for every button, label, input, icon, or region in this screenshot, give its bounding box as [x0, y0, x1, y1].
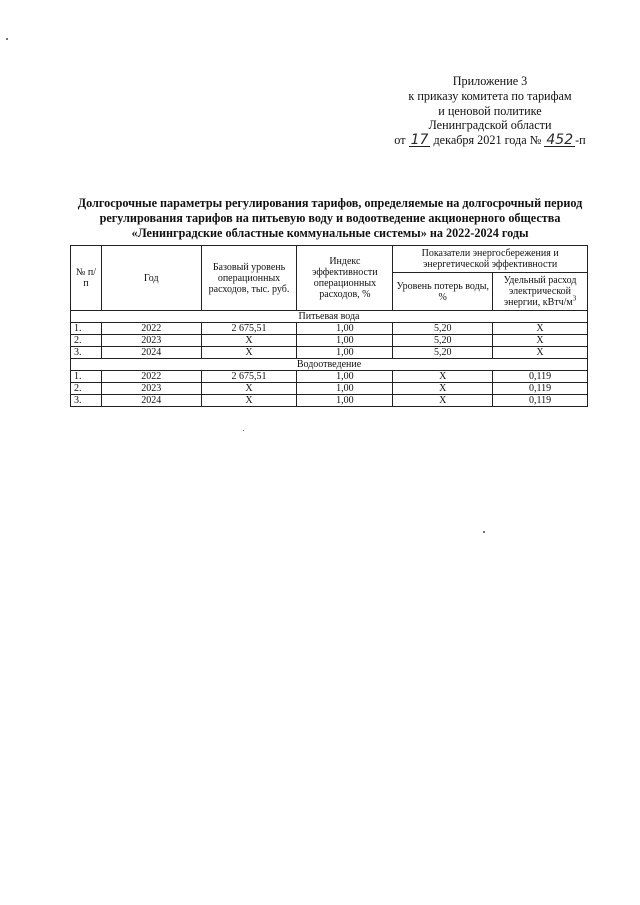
handwritten-order-number: 452: [546, 132, 574, 149]
cell-base: X: [201, 383, 297, 395]
cell-num: 3.: [71, 347, 102, 359]
appendix-line-1: Приложение 3: [452, 74, 528, 88]
cell-index: 1,00: [297, 371, 393, 383]
cell-loss: 5,20: [393, 323, 493, 335]
section-title-wastewater: Водоотведение: [71, 359, 588, 371]
cell-loss: X: [393, 371, 493, 383]
cell-loss: 5,20: [393, 335, 493, 347]
cell-index: 1,00: [297, 347, 393, 359]
cell-energy: 0,119: [493, 395, 588, 407]
cell-loss: X: [393, 383, 493, 395]
cell-index: 1,00: [297, 323, 393, 335]
date-middle: декабря 2021 года №: [433, 133, 542, 148]
table-row: [71, 347, 588, 359]
appendix-header: [360, 74, 620, 148]
appendix-line-2: к приказу комитета по тарифам: [408, 88, 572, 103]
cell-base: 2 675,51: [201, 323, 297, 335]
cell-year: 2024: [101, 347, 201, 359]
parameters-table: [70, 245, 588, 407]
title-line-3: «Ленинградские областные коммунальные системы» на 2022-2024 годы: [131, 226, 529, 240]
cell-energy: X: [493, 347, 588, 359]
cell-base: X: [201, 347, 297, 359]
header-base-level: Базовый уровень операционных расходов, тыс. руб.: [201, 246, 297, 311]
document-title: [60, 196, 600, 241]
appendix-line-3: и ценовой политике: [438, 103, 542, 118]
header-water-loss: Уровень потерь воды, %: [393, 273, 493, 311]
header-year: Год: [101, 246, 201, 311]
cell-num: 1.: [71, 323, 102, 335]
header-efficiency-index: Индекс эффективности операционных расходов, %: [297, 246, 393, 311]
scan-speck: [483, 531, 485, 533]
cell-index: 1,00: [297, 395, 393, 407]
cell-year: 2022: [101, 323, 201, 335]
cell-year: 2024: [101, 395, 201, 407]
cell-index: 1,00: [297, 383, 393, 395]
cell-energy: 0,119: [493, 371, 588, 383]
table-header: [71, 246, 588, 311]
cell-base: X: [201, 335, 297, 347]
cell-num: 3.: [71, 395, 102, 407]
title-line-2: регулирования тарифов на питьевую воду и водоотведение акционерного общества: [99, 211, 561, 225]
header-energy-group: Показатели энергосбережения и энергетической эффективности: [393, 246, 588, 273]
scan-speck: [6, 38, 8, 40]
table-body: [71, 311, 588, 407]
order-suffix: -п: [575, 133, 586, 148]
cell-num: 2.: [71, 335, 102, 347]
cell-year: 2023: [101, 335, 201, 347]
cell-base: X: [201, 395, 297, 407]
title-line-1: Долгосрочные параметры регулирования тарифов, определяемые на долгосрочный период: [77, 196, 583, 210]
cell-base: 2 675,51: [201, 371, 297, 383]
table-row: [71, 371, 588, 383]
table-row: [71, 395, 588, 407]
header-electricity-text: Удельный расход электрической энергии, кВтч/м: [503, 275, 577, 308]
appendix-date-line: [360, 133, 620, 148]
date-prefix: от: [394, 133, 406, 148]
header-num: № п/п: [71, 246, 102, 311]
table-row: [71, 383, 588, 395]
cell-loss: 5,20: [393, 347, 493, 359]
section-title-drinking-water: Питьевая вода: [71, 311, 588, 323]
cell-year: 2023: [101, 383, 201, 395]
cell-index: 1,00: [297, 335, 393, 347]
handwritten-day: 17: [410, 132, 429, 149]
appendix-line-4: Ленинградской области: [428, 118, 552, 133]
table-row: [71, 323, 588, 335]
header-electricity-sup: 3: [572, 294, 577, 303]
cell-energy: X: [493, 323, 588, 335]
cell-num: 1.: [71, 371, 102, 383]
header-electricity: [493, 273, 588, 311]
cell-energy: 0,119: [493, 383, 588, 395]
cell-energy: X: [493, 335, 588, 347]
cell-loss: X: [393, 395, 493, 407]
scan-speck: [243, 430, 244, 431]
cell-num: 2.: [71, 383, 102, 395]
table-row: [71, 335, 588, 347]
cell-year: 2022: [101, 371, 201, 383]
